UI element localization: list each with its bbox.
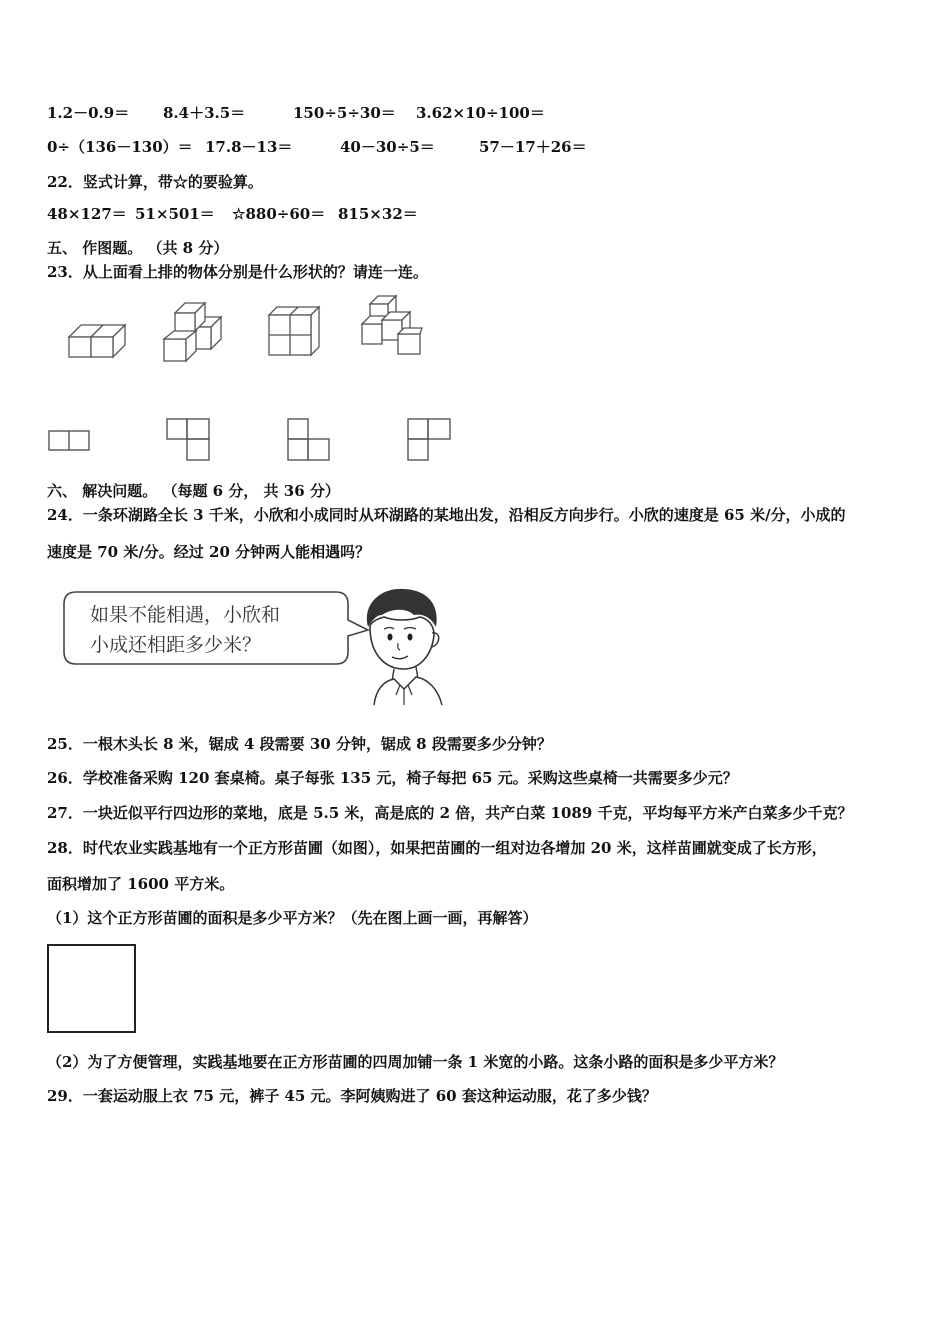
calc-item: 1.2－0.9＝ (47, 104, 130, 122)
calc-item: 150÷5÷30＝ (293, 104, 396, 122)
top-view-figure-1 (48, 430, 92, 452)
q29-text: 29．一套运动服上衣 75 元，裤子 45 元。李阿姨购进了 60 套这种运动服，花了多少钱？ (47, 1087, 657, 1105)
bubble-line-2: 小成还相距多少米？ (90, 634, 262, 656)
cube-figure-4 (360, 296, 424, 358)
cube-figure-2 (162, 303, 224, 363)
calc-item: 48×127＝ (47, 205, 127, 223)
calc-item: 17.8－13＝ (205, 138, 293, 156)
calc-item: 815×32＝ (338, 205, 418, 223)
cube-figure-3 (267, 305, 321, 357)
q26-text: 26．学校准备采购 120 套桌椅。桌子每张 135 元，椅子每把 65 元。采购这些桌椅一共需要多少元？ (47, 769, 738, 787)
calc-item: 51×501＝ (135, 205, 215, 223)
q22-title: 22．竖式计算，带☆的要验算。 (47, 173, 263, 191)
bubble-line-1: 如果不能相遇，小欣和 (90, 604, 281, 626)
top-view-figure-2 (166, 418, 212, 462)
calc-item: 40－30÷5＝ (340, 138, 435, 156)
boy-illustration (360, 585, 452, 707)
q28-line-2: 面积增加了 1600 平方米。 (47, 875, 235, 893)
square-nursery-figure (47, 944, 136, 1033)
q28-sub-2: （2）为了方便管理，实践基地要在正方形苗圃的四周加铺一条 1 米宽的小路。这条小路的面积是多少平方米？ (47, 1053, 784, 1071)
oral-calc-row-2 (47, 137, 647, 157)
cube-figure-1 (66, 313, 126, 361)
calc-item: 8.4＋3.5＝ (163, 104, 246, 122)
q25-text: 25．一根木头长 8 米，锯成 4 段需要 30 分钟，锯成 8 段需要多少分钟？ (47, 735, 552, 753)
q27-text: 27．一块近似平行四边形的菜地，底是 5.5 米，高是底的 2 倍，共产白菜 1089 千克，平均每平方米产白菜多少千克？ (47, 804, 853, 822)
calc-item: 57－17＋26＝ (479, 138, 587, 156)
section-6-heading: 六、 解决问题。 （每题 6 分， 共 36 分） (47, 482, 340, 500)
q22-items (47, 204, 647, 224)
q28-sub-1: （1）这个正方形苗圃的面积是多少平方米？（先在图上画一画，再解答） (47, 909, 538, 927)
top-view-figure-4 (407, 418, 453, 462)
oral-calc-row-1 (47, 103, 647, 123)
calc-item: 3.62×10÷100＝ (416, 104, 545, 122)
calc-item: ☆880÷60＝ (232, 205, 326, 223)
q28-line-1: 28．时代农业实践基地有一个正方形苗圃（如图），如果把苗圃的一组对边各增加 20 米，这样苗圃就变成了长方形， (47, 839, 827, 857)
top-view-figure-3 (287, 418, 331, 462)
calc-item: 0÷（136－130）＝ (47, 138, 193, 156)
q23-text: 23．从上面看上排的物体分别是什么形状的？请连一连。 (47, 263, 428, 281)
q24-line-2: 速度是 70 米/分。经过 20 分钟两人能相遇吗？ (47, 543, 371, 561)
section-5-heading: 五、 作图题。 （共 8 分） (47, 239, 229, 257)
q24-line-1: 24．一条环湖路全长 3 千米，小欣和小成同时从环湖路的某地出发，沿相反方向步行。小欣的速度是 65 米/分，小成的 (47, 506, 846, 524)
